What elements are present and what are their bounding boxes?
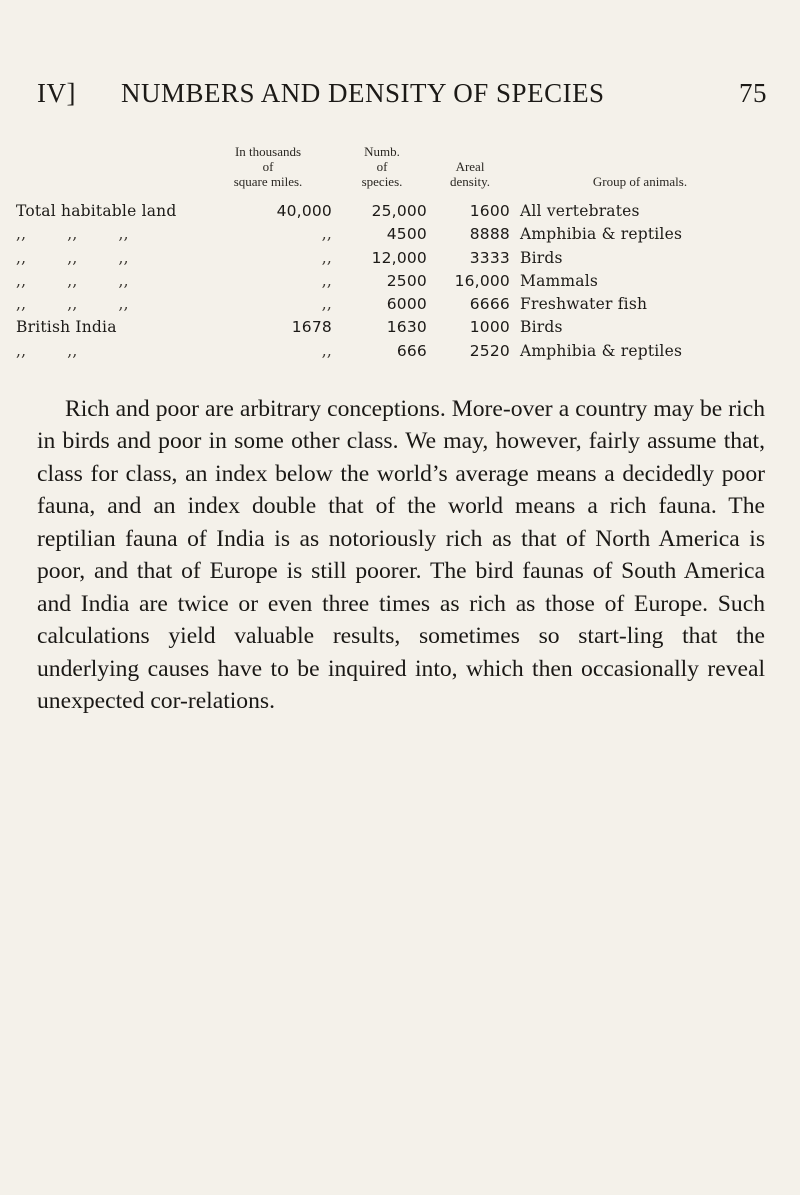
row-species: 2500 xyxy=(386,271,427,290)
row-label: ,, ,, ,, xyxy=(16,248,129,267)
table-row xyxy=(0,247,800,270)
row-area: ,, xyxy=(321,341,332,360)
row-area: ,, xyxy=(321,248,332,267)
row-density: 1600 xyxy=(469,202,510,220)
row-label: ,, ,, xyxy=(16,341,78,360)
header-species xyxy=(342,144,422,189)
table-row xyxy=(0,200,800,223)
row-density: 3333 xyxy=(469,248,510,267)
chapter-title: NUMBERS AND DENSITY OF SPECIES xyxy=(121,78,605,108)
header-density-line: Areal xyxy=(455,159,485,174)
row-species: 6000 xyxy=(386,295,427,314)
section-number: IV] xyxy=(37,78,76,108)
header-species-line: species. xyxy=(361,174,403,189)
row-label: ,, ,, ,, xyxy=(16,271,129,290)
table-row xyxy=(0,270,800,293)
table-header xyxy=(0,144,800,194)
row-group: Birds xyxy=(520,318,563,337)
header-species-line: of xyxy=(376,159,388,174)
table-row xyxy=(0,223,800,246)
running-head xyxy=(37,78,767,118)
row-group: Mammals xyxy=(520,271,599,290)
row-species: 1630 xyxy=(386,318,427,337)
table-row xyxy=(0,293,800,316)
row-group: Freshwater fish xyxy=(520,295,648,314)
header-group-line: Group of animals. xyxy=(592,174,688,189)
row-density: 2520 xyxy=(469,341,510,360)
header-area-line: of xyxy=(262,159,274,174)
row-group: Amphibia & reptiles xyxy=(520,225,683,244)
row-area: 1678 xyxy=(291,318,332,337)
row-label: ,, ,, ,, xyxy=(16,225,129,244)
row-area: ,, xyxy=(321,271,332,290)
row-label: ,, ,, ,, xyxy=(16,295,129,314)
header-area-line: In thousands xyxy=(234,144,302,159)
row-label: British India xyxy=(16,318,117,337)
header-species-line: Numb. xyxy=(364,144,400,159)
row-area: ,, xyxy=(321,295,332,314)
row-density: 16,000 xyxy=(454,271,510,290)
table-row xyxy=(0,316,800,339)
body-paragraph: Rich and poor are arbitrary conceptions. More-over a country may be rich in birds and poor in some other class. We may, however, fairly assume that, class for class, an index below the world’s average means a decidedly poor fauna, and an index double that of the world means a rich fauna. The reptilian fauna of India is as notoriously rich as that of North America is poor, and that of Europe is still poorer. The bird faunas of South America and India are twice or even three times as rich as those of Europe. Such calculations yield valuable results, sometimes so start-ling that the underlying causes have to be inquired into, which then occasionally reveal unexpected cor-relations. xyxy=(37,395,765,715)
row-group: Birds xyxy=(520,248,563,267)
table-row xyxy=(0,340,800,363)
table-body xyxy=(0,200,800,363)
row-group: Amphibia & reptiles xyxy=(520,341,683,360)
header-group xyxy=(560,174,720,189)
row-group: All vertebrates xyxy=(520,202,640,220)
row-species: 12,000 xyxy=(371,248,427,267)
row-species: 666 xyxy=(396,341,427,360)
header-density-line: density. xyxy=(450,174,490,189)
header-density xyxy=(425,159,515,189)
row-density: 1000 xyxy=(469,318,510,337)
row-area: ,, xyxy=(321,225,332,244)
row-label: Total habitable land xyxy=(16,202,177,220)
row-density: 8888 xyxy=(469,225,510,244)
page-number: 75 xyxy=(739,78,767,108)
row-species: 25,000 xyxy=(371,202,427,220)
row-species: 4500 xyxy=(386,225,427,244)
header-area xyxy=(208,144,328,189)
row-area: 40,000 xyxy=(276,202,332,220)
row-density: 6666 xyxy=(469,295,510,314)
header-area-line: square miles. xyxy=(233,174,303,189)
